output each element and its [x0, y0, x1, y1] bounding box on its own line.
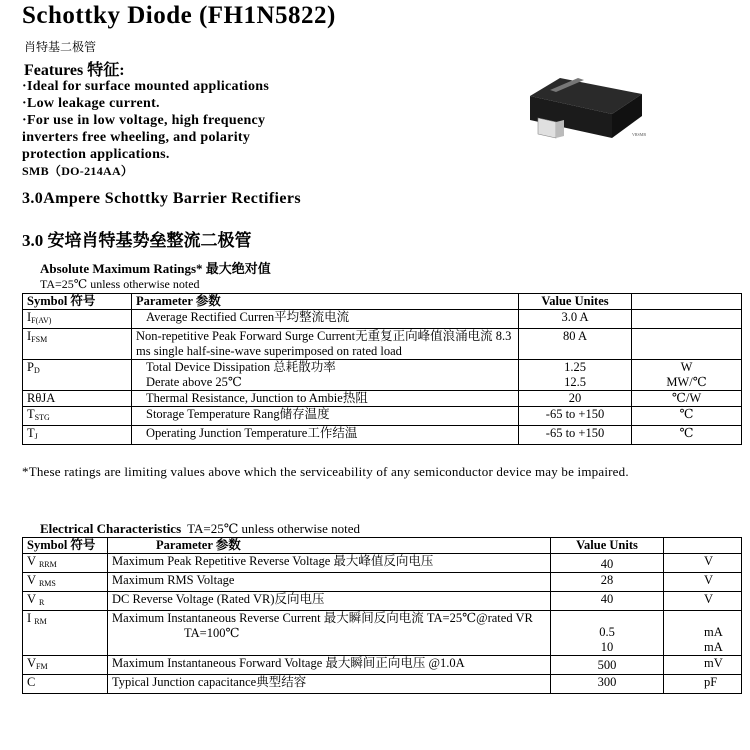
parameter-cell: Non-repetitive Peak Forward Surge Current无重复正向峰值浪涌电流 8.3 ms single half-sine-wave superimposed on rated load [132, 329, 519, 360]
parameter-cell: Maximum Instantaneous Forward Voltage 最大瞬间正向电压 @1.0A [108, 656, 551, 675]
symbol-text: V [27, 573, 36, 587]
header-symbol: Symbol 符号 [23, 538, 108, 554]
parameter-cell [108, 611, 551, 656]
subtitle: 肖特基二极管 [24, 40, 97, 54]
symbol-text: Rθ [27, 391, 42, 405]
value-cell [551, 611, 664, 656]
table-header-row [23, 538, 742, 554]
symbol-subscript: R [38, 598, 45, 607]
header-symbol: Symbol 符号 [23, 294, 132, 310]
unit-line: W [680, 360, 693, 374]
value-cell: 40 [551, 554, 664, 573]
feature-item: inverters free wheeling, and polarity [22, 130, 251, 145]
unit-cell: pF [664, 675, 742, 694]
symbol-text: T [27, 426, 35, 440]
parameter-line: Total Device Dissipation 总耗散功率 [146, 360, 336, 374]
symbol-subscript: D [33, 366, 40, 375]
header-value: Value Unites [519, 294, 632, 310]
symbol-cell [23, 407, 132, 426]
symbol-text: V [27, 592, 36, 606]
symbol-text: V [27, 554, 36, 568]
symbol-cell [23, 611, 108, 656]
unit-cell [632, 329, 742, 360]
symbol-subscript: RM [34, 617, 47, 626]
symbol-subscript: RRM [38, 560, 57, 569]
header-parameter: Parameter 参数 [108, 538, 551, 554]
value-cell: 40 [551, 592, 664, 611]
amr-title: Absolute Maximum Ratings* 最大绝对值 [40, 261, 271, 276]
table-row [23, 329, 742, 360]
unit-line-2: mA [704, 640, 723, 654]
section-heading-en: 3.0Ampere Schottky Barrier Rectifiers [22, 190, 302, 207]
table-row [23, 310, 742, 329]
svg-text:VRSMB: VRSMB [632, 132, 647, 137]
unit-cell: V [664, 554, 742, 573]
ec-title-text: Electrical Characteristics [40, 521, 182, 536]
absolute-max-ratings-table [22, 293, 742, 445]
symbol-cell [23, 656, 108, 675]
value-cell [519, 360, 632, 391]
header-parameter: Parameter 参数 [132, 294, 519, 310]
symbol-text: V [27, 656, 37, 670]
feature-item: protection applications. [22, 147, 170, 162]
symbol-text: T [27, 407, 35, 421]
symbol-subscript: STG [34, 413, 50, 422]
feature-item: ·Ideal for surface mounted applications [22, 79, 270, 94]
parameter-line: Maximum Instantaneous Reverse Current 最大瞬间反向电流 TA=25℃@rated VR [112, 611, 533, 625]
unit-cell [664, 611, 742, 656]
value-cell: -65 to +150 [519, 407, 632, 426]
ec-condition: TA=25℃ unless otherwise noted [187, 521, 360, 536]
symbol-cell [23, 391, 132, 407]
symbol-subscript: FSM [31, 335, 48, 344]
value-cell: 20 [519, 391, 632, 407]
symbol-cell [23, 329, 132, 360]
feature-item: ·Low leakage current. [22, 96, 160, 111]
table-row [23, 656, 742, 675]
unit-cell: V [664, 573, 742, 592]
parameter-cell: Operating Junction Temperature工作结温 [132, 426, 519, 445]
unit-cell: ℃ [632, 426, 742, 445]
symbol-text: P [27, 360, 34, 374]
ratings-footnote: *These ratings are limiting values above which the serviceability of any semiconductor device may be impaired. [22, 464, 629, 479]
value-line: 0.5 [599, 625, 615, 639]
symbol-subscript: RMS [38, 579, 56, 588]
parameter-cell: Average Rectified Curren平均整流电流 [132, 310, 519, 329]
electrical-characteristics-table [22, 537, 742, 694]
symbol-cell [23, 310, 132, 329]
symbol-cell [23, 675, 108, 694]
smb-package-image [520, 68, 660, 148]
value-cell: 3.0 A [519, 310, 632, 329]
unit-cell: mV [664, 656, 742, 675]
feature-item: ·For use in low voltage, high frequency [22, 113, 266, 128]
table-row [23, 426, 742, 445]
features-list [22, 78, 269, 180]
symbol-cell [23, 360, 132, 391]
value-line-2: 12.5 [564, 375, 586, 389]
amr-condition: TA=25℃ unless otherwise noted [40, 277, 200, 291]
header-unit [664, 538, 742, 554]
symbol-cell [23, 426, 132, 445]
value-cell: 80 A [519, 329, 632, 360]
parameter-line-2: TA=100℃ [184, 626, 240, 640]
unit-cell [632, 360, 742, 391]
unit-line: mA [704, 625, 723, 639]
symbol-subscript: JA [41, 391, 56, 405]
symbol-subscript: FM [36, 662, 48, 671]
parameter-line-2: Derate above 25℃ [146, 375, 242, 389]
section-heading-cn: 3.0 安培肖特基势垒整流二极管 [22, 231, 252, 250]
unit-cell: ℃/W [632, 391, 742, 407]
value-line: 1.25 [564, 360, 586, 374]
table-row [23, 573, 742, 592]
parameter-cell: DC Reverse Voltage (Rated VR)反向电压 [108, 592, 551, 611]
unit-cell [632, 310, 742, 329]
parameter-cell: Maximum Peak Repetitive Reverse Voltage 最大峰值反向电压 [108, 554, 551, 573]
symbol-text: I [27, 310, 32, 324]
value-line-2: 10 [600, 640, 614, 654]
page-title: Schottky Diode (FH1N5822) [22, 2, 336, 29]
unit-line-2: MW/℃ [666, 375, 707, 389]
parameter-cell: Typical Junction capacitance典型结容 [108, 675, 551, 694]
symbol-text: I [27, 329, 32, 343]
table-row [23, 407, 742, 426]
table-row [23, 554, 742, 573]
table-row [23, 611, 742, 656]
header-unit [632, 294, 742, 310]
symbol-subscript: F(AV) [31, 316, 52, 325]
symbol-text: C [27, 675, 36, 689]
parameter-cell: Thermal Resistance, Junction to Ambie热阻 [132, 391, 519, 407]
table-row [23, 592, 742, 611]
symbol-cell [23, 592, 108, 611]
table-row [23, 360, 742, 391]
symbol-subscript: J [34, 432, 38, 441]
value-cell: 28 [551, 573, 664, 592]
header-value: Value Units [551, 538, 664, 554]
unit-cell: V [664, 592, 742, 611]
ec-title [40, 521, 360, 537]
features-heading: Features 特征: [24, 62, 125, 79]
value-cell: 300 [551, 675, 664, 694]
symbol-cell [23, 573, 108, 592]
table-row [23, 391, 742, 407]
symbol-cell [23, 554, 108, 573]
parameter-cell: Maximum RMS Voltage [108, 573, 551, 592]
symbol-text: I [27, 611, 32, 625]
parameter-cell: Storage Temperature Rang储存温度 [132, 407, 519, 426]
table-header-row [23, 294, 742, 310]
value-cell: 500 [551, 656, 664, 675]
unit-cell: ℃ [632, 407, 742, 426]
package-note: SMB（DO-214AA） [22, 164, 134, 178]
value-cell: -65 to +150 [519, 426, 632, 445]
table-row [23, 675, 742, 694]
parameter-cell [132, 360, 519, 391]
